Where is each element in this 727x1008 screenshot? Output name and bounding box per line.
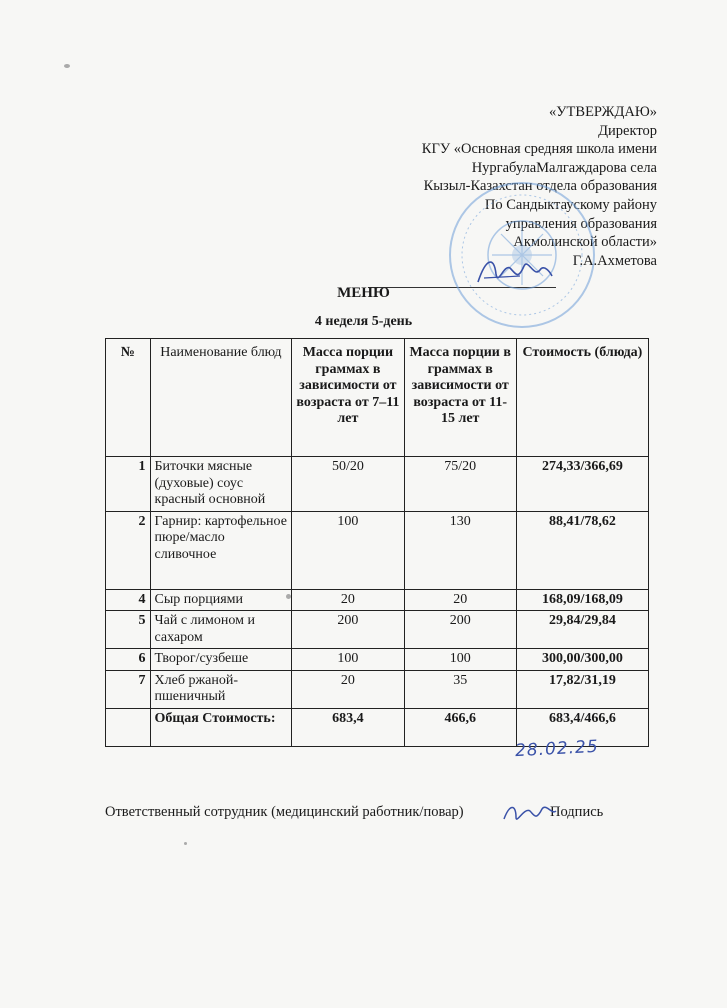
approval-line: КГУ «Основная средняя школа имени [421, 141, 657, 158]
row-mass-7-11: 200 [292, 611, 404, 649]
row-mass-7-11: 20 [292, 589, 404, 611]
row-mass-7-11: 100 [292, 511, 404, 589]
approval-line: Кызыл-Казахстан отдела образования [423, 178, 657, 195]
signature-label: Подпись [550, 804, 604, 820]
approval-line: По Сандыктаускому району [484, 196, 657, 213]
total-cost: 683,4/466,6 [516, 708, 648, 746]
row-number: 6 [106, 649, 151, 671]
row-mass-11-15: 100 [404, 649, 516, 671]
row-number: 4 [106, 589, 151, 611]
header-mass-11-15: Масса порции в граммах в зависимости от возраста от 11-15 лет [404, 339, 516, 457]
table-row [106, 457, 649, 512]
header-mass-7-11: Масса порции граммах в зависимости от возраста от 7–11 лет [292, 339, 404, 457]
row-cost: 168,09/168,09 [516, 589, 648, 611]
table-row [106, 611, 649, 649]
row-dish-name: Творог/сузбеше [150, 649, 292, 671]
scan-speck [184, 842, 187, 845]
row-mass-11-15: 35 [404, 670, 516, 708]
menu-title: МЕНЮ [337, 285, 390, 301]
approval-line: «УТВЕРЖДАЮ» [549, 104, 657, 120]
row-number: 5 [106, 611, 151, 649]
menu-subtitle: 4 неделя 5-день [314, 314, 413, 329]
row-mass-11-15: 200 [404, 611, 516, 649]
row-cost: 29,84/29,84 [516, 611, 648, 649]
table-row [106, 511, 649, 589]
row-dish-name: Биточки мясные (духовые) соус красный основной [150, 457, 292, 512]
header-dish-name: Наименование блюд [150, 339, 292, 457]
responsible-person-label: Ответственный сотрудник (медицинский работник/повар) [105, 804, 464, 820]
row-number: 1 [106, 457, 151, 512]
row-dish-name: Гарнир: картофельное пюре/масло сливочное [150, 511, 292, 589]
approval-line: Акмолинской области» [513, 234, 657, 251]
table-header-row [106, 339, 649, 457]
row-mass-11-15: 75/20 [404, 457, 516, 512]
total-number-empty [106, 708, 151, 746]
row-mass-11-15: 130 [404, 511, 516, 589]
row-number: 7 [106, 670, 151, 708]
approval-line: Директор [598, 122, 657, 139]
table-row [106, 589, 649, 611]
approval-line: управления образования [505, 215, 657, 232]
row-dish-name: Хлеб ржаной-пшеничный [150, 670, 292, 708]
row-mass-7-11: 20 [292, 670, 404, 708]
menu-table [105, 338, 649, 747]
row-mass-7-11: 50/20 [292, 457, 404, 512]
approval-line: НургабулаМалгаждарова села [471, 159, 657, 176]
row-mass-11-15: 20 [404, 589, 516, 611]
handwritten-date: 28.02.25 [514, 736, 600, 762]
row-cost: 17,82/31,19 [516, 670, 648, 708]
signatory-name: Г.А.Ахметова [572, 252, 657, 269]
total-mass-11-15: 466,6 [404, 708, 516, 746]
table-row [106, 649, 649, 671]
responsible-signature [500, 797, 558, 829]
total-label: Общая Стоимость: [150, 708, 292, 746]
row-number: 2 [106, 511, 151, 589]
header-cost: Стоимость (блюда) [516, 339, 648, 457]
footer-line [105, 804, 604, 821]
row-cost: 88,41/78,62 [516, 511, 648, 589]
row-mass-7-11: 100 [292, 649, 404, 671]
row-dish-name: Сыр порциями [150, 589, 292, 611]
row-cost: 300,00/300,00 [516, 649, 648, 671]
scan-speck [286, 594, 291, 599]
table-row [106, 670, 649, 708]
row-dish-name: Чай с лимоном и сахаром [150, 611, 292, 649]
row-cost: 274,33/366,69 [516, 457, 648, 512]
header-number: № [106, 339, 151, 457]
total-mass-7-11: 683,4 [292, 708, 404, 746]
scan-speck [64, 64, 70, 68]
